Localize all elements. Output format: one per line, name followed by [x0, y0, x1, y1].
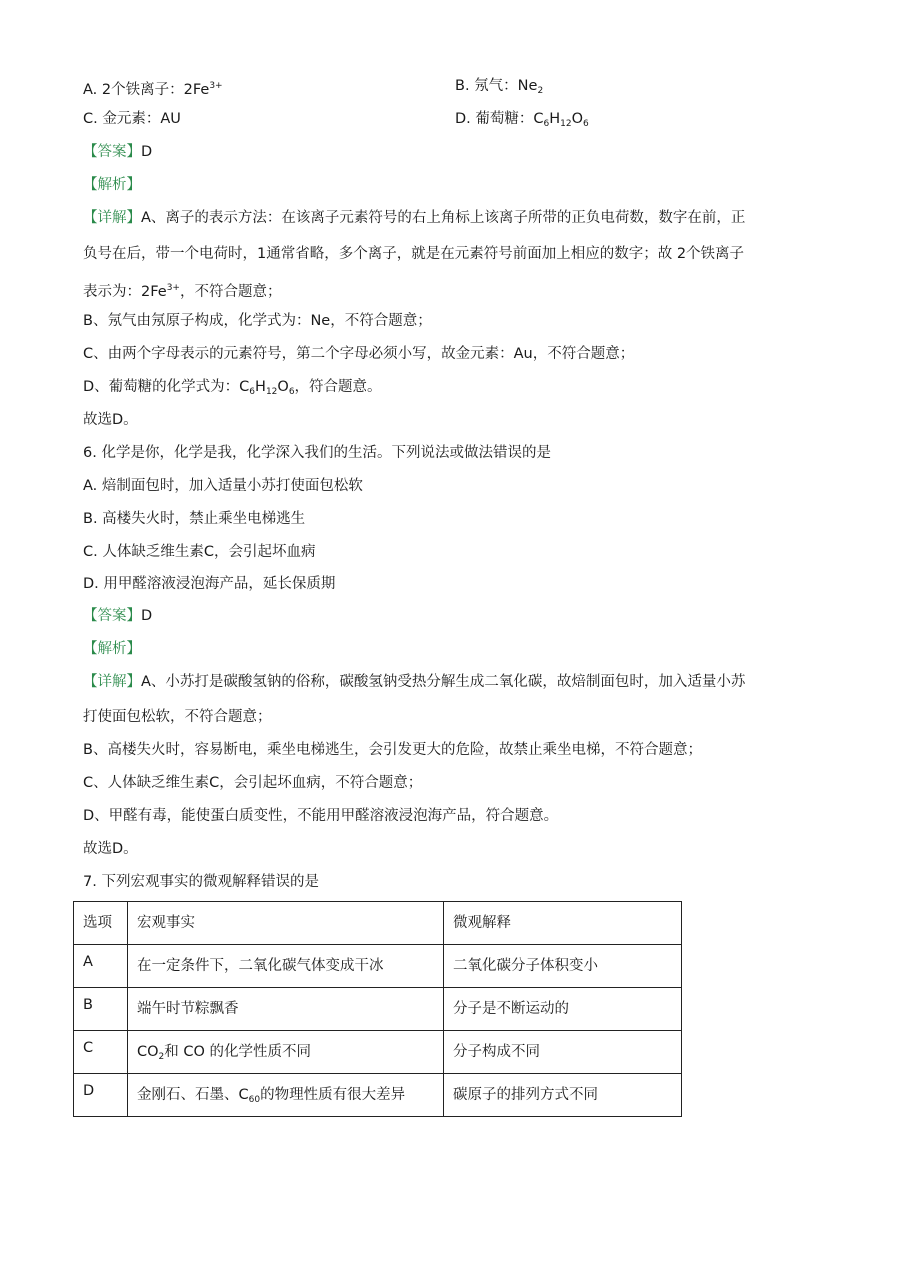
header-explain: 微观解释 — [444, 902, 682, 945]
answer-value: D — [141, 144, 153, 160]
table-row — [74, 945, 682, 988]
q6-conclusion: 故选D。 — [83, 841, 138, 857]
q7-table — [73, 901, 682, 1117]
header-fact: 宏观事实 — [128, 902, 444, 945]
q5-option-d: D. 葡萄糖：$C_6H_{12}O_6$ — [455, 111, 589, 129]
q5-detail-b: B、氖气由氖原子构成，化学式为：Ne，不符合题意； — [83, 313, 432, 329]
q6-option-a: A. 焙制面包时，加入适量小苏打使面包松软 — [83, 478, 363, 494]
q6-option-c: C. 人体缺乏维生素C，会引起坏血病 — [83, 544, 316, 560]
q5-answer — [83, 142, 152, 162]
row-fact: 端午时节粽飘香 — [128, 988, 444, 1031]
q5-conclusion: 故选D。 — [83, 412, 138, 428]
row-explain: 分子构成不同 — [444, 1031, 682, 1074]
q5-option-c: C. 金元素：AU — [83, 111, 181, 127]
row-explain: 分子是不断运动的 — [444, 988, 682, 1031]
q6-option-d: D. 用甲醛溶液浸泡海产品，延长保质期 — [83, 576, 336, 592]
row-explain: 碳原子的排列方式不同 — [444, 1074, 682, 1117]
q6-detail-c: C、人体缺乏维生素C，会引起坏血病，不符合题意； — [83, 775, 423, 791]
row-option: C — [74, 1031, 128, 1074]
q6-stem: 6. 化学是你，化学是我，化学深入我们的生活。下列说法或做法错误的是 — [83, 445, 551, 461]
answer-tag: 【答案】 — [83, 608, 141, 624]
row-fact: $CO_2$和 CO 的化学性质不同 — [128, 1031, 444, 1074]
q7-stem: 7. 下列宏观事实的微观解释错误的是 — [83, 874, 319, 890]
q5-detail-line-3: 表示为：$2Fe^{3+}$，不符合题意； — [83, 283, 282, 300]
table-header-row — [74, 902, 682, 945]
q6-answer — [83, 606, 152, 626]
q6-detail-line-2: 打使面包松软，不符合题意； — [83, 709, 272, 725]
q6-option-b: B. 高楼失火时，禁止乘坐电梯逃生 — [83, 511, 306, 527]
q5-analysis-tag: 【解析】 — [83, 177, 141, 193]
q5-detail-c: C、由两个字母表示的元素符号，第二个字母必须小写，故金元素：Au，不符合题意； — [83, 346, 635, 362]
answer-tag: 【答案】 — [83, 144, 141, 160]
q6-analysis-tag: 【解析】 — [83, 641, 141, 657]
header-option: 选项 — [74, 902, 128, 945]
q6-detail-d: D、甲醛有毒，能使蛋白质变性，不能用甲醛溶液浸泡海产品，符合题意。 — [83, 808, 559, 824]
table-row — [74, 988, 682, 1031]
row-option: D — [74, 1074, 128, 1117]
q5-detail-d: D、葡萄糖的化学式为：$C_6H_{12}O_6$，符合题意。 — [83, 379, 382, 397]
row-fact: 金刚石、石墨、$C_{60}$的物理性质有很大差异 — [128, 1074, 444, 1117]
q5-detail-line-2: 负号在后，带一个电荷时，1通常省略，多个离子，就是在元素符号前面加上相应的数字；故 2个铁离子 — [83, 246, 745, 262]
row-explain: 二氧化碳分子体积变小 — [444, 945, 682, 988]
table-row — [74, 1074, 682, 1117]
q5-detail-line-1: 【详解】A、离子的表示方法：在该离子元素符号的右上角标上该离子所带的正负电荷数，数字在前，正 — [83, 210, 746, 226]
row-option: B — [74, 988, 128, 1031]
q5-option-b: B. 氖气：$Ne_2$ — [455, 78, 544, 96]
row-fact: 在一定条件下，二氧化碳气体变成干冰 — [128, 945, 444, 988]
q5-option-a: A. 2个铁离子：$2Fe^{3+}$ — [83, 81, 223, 98]
q6-detail-b: B、高楼失火时，容易断电，乘坐电梯逃生，会引发更大的危险，故禁止乘坐电梯，不符合题意； — [83, 742, 702, 758]
table-row — [74, 1031, 682, 1074]
answer-value: D — [141, 608, 153, 624]
row-option: A — [74, 945, 128, 988]
q6-detail-line-1: 【详解】A、小苏打是碳酸氢钠的俗称，碳酸氢钠受热分解生成二氧化碳，故焙制面包时，加入适量小苏 — [83, 674, 746, 690]
